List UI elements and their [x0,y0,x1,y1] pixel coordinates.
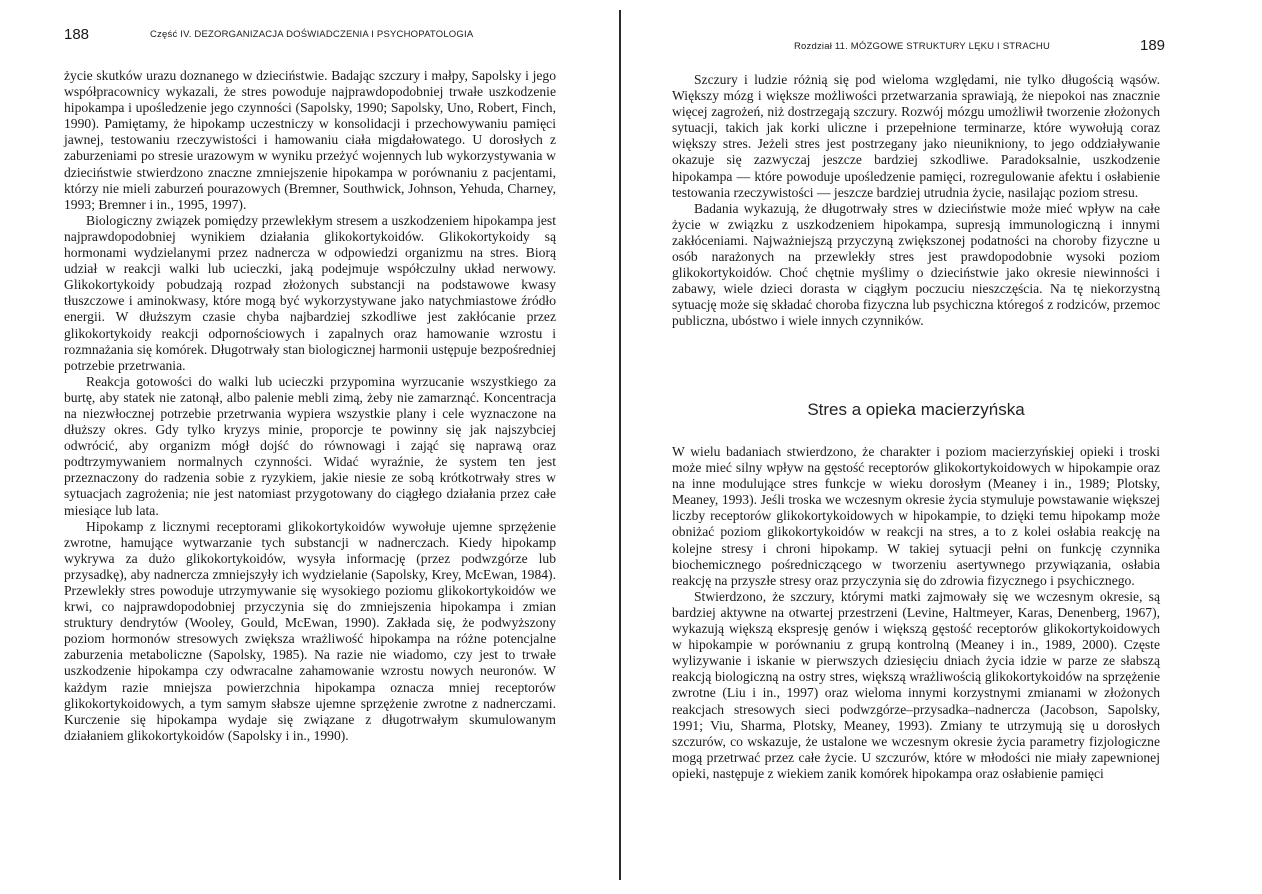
right-page-body-bottom [672,444,1160,782]
right-paragraph-1: Szczury i ludzie różnią się pod wieloma względami, nie tylko długością wąsów. Większy mózg i większe możliwości przetwarzania sprawiają, że niepokoi nas znacznie więcej zagrożeń, niż dostrzegają szczury. Rozwój mózgu umożliwił tworzenie złożonych sytuacji, takich jak korki uliczne i przepełnione terminarze, które wywołują coraz większy stres. Jeżeli stres jest postrzegany jako nieunikniony, to jego oddziaływanie okazuje się zazwyczaj jeszcze bardziej szkodliwe. Paradoksalnie, uszkodzenie hipokampa — które powoduje upośledzenie pamięci, rozregulowanie afektu i osłabienie testowania rzeczywistości — jeszcze bardziej utrudnia życie, nasilając poziom stresu. [672,72,1160,200]
right-paragraph-4: Stwierdzono, że szczury, którymi matki zajmowały się we wczesnym okresie, są bardziej aktywne na otwartej przestrzeni (Levine, Haltmeyer, Karas, Denenberg, 1967), wykazują większą ekspresję genów i większą gęstość receptorów glikokortykoidowych w hipokampie w porównaniu z grupą kontrolną (Meaney i in., 1989, 2000). Częste wylizywanie i iskanie w pierwszych dziesięciu dniach życia idzie w parze ze słabszą reakcją biologiczną na ostry stres, większą wrażliwością glikokortykoidów na sprzężenie zwrotne (Liu i in., 1997) oraz wieloma innymi korzystnymi zmianami w złożonych reakcjach stresowych sieci podwzgórze–przysadka–nadnercza (Jacobson, Sapolsky, 1991; Viu, Sharma, Plotsky, Meaney, 1993). Zmiany te utrzymują się u dorosłych szczurów, co wskazuje, że ustalone we wczesnym okresie życia parametry fizjologiczne mogą przetrwać przez całe życie. U szczurów, które w młodości nie miały zapewnionej opieki, następuje z wiekiem zanik komórek hipokampa oraz osłabienie pamięci [672,588,1160,781]
left-paragraph-1: życie skutków urazu doznanego w dzieciństwie. Badając szczury i małpy, Sapolsky i jego współpracownicy wykazali, że stres powoduje najprawdopodobniej trwałe uszkodzenie hipokampa i upośledzenie jego czynności (Sapolsky, 1990; Sapolsky, Uno, Robert, Finch, 1990). Pamiętamy, że hipokamp uczestniczy w konsolidacji i przechowywaniu pamięci jawnej, testowaniu rzeczywistości i hamowaniu ciała migdałowatego. U dorosłych z zaburzeniami po stresie urazowym w wyniku przeżyć wojennych lub wykorzystywania w dzieciństwie stwierdzono znaczne zmniejszenie hipokampa w porównaniu z pacjentami, którzy nie mieli zaburzeń pourazowych (Bremner, Southwick, Johnson, Yehuda, Charney, 1993; Bremner i in., 1995, 1997). [64,68,556,212]
right-page-number: 189 [1140,37,1166,54]
right-page-body-top [672,72,1160,330]
right-running-head: Rozdział 11. MÓZGOWE STRUKTURY LĘKU I STRACHU [794,41,1051,52]
left-paragraph-4: Hipokamp z licznymi receptorami glikokortykoidów wywołuje ujemne sprzężenie zwrotne, hamujące wytwarzanie tych substancji w nadnerczach. Kiedy hipokamp wykrywa za dużo glikokortykoidów, wysyła informację (przez podwzgórze lub przysadkę), aby nadnercza zmniejszyły ich wydzielanie (Sapolsky, Krey, McEwan, 1984). Przewlekły stres powoduje utrzymywanie się wysokiego poziomu glikokortykoidów we krwi, co najprawdopodobniej przyczynia się do zmniejszenia hipokampa i zmian struktury dendrytów (Wooley, Gould, McEwan, 1990). Zakłada się, że podwyższony poziom hormonów stresowych zwiększa wrażliwość hipokampa na różne potencjalne zaburzenia metaboliczne (Sapolsky, 1985). Na razie nie wiadomo, czy jest to trwałe uszkodzenie hipokampa czy odwracalne zahamowanie wzrostu nowych neuronów. W każdym razie mniejsza powierzchnia hipokampa oznacza mniej receptorów glikokortykoidowych, a tym samym słabsze ujemne sprzężenie zwrotne z nadnerczami. Kurczenie się hipokampa wydaje się związane z długotrwałym skumulowanym działaniem glikokortykoidów (Sapolsky i in., 1990). [64,518,556,743]
left-page-body [64,68,556,744]
book-gutter-divider [619,10,621,880]
left-paragraph-3: Reakcja gotowości do walki lub ucieczki przypomina wyrzucanie wszystkiego za burtę, aby statek nie zatonął, albo palenie mebli zimą, żeby nie zamarznąć. Koncentracja na niezwłocznej potrzebie przetrwania wypiera wszystkie plany i cele wyznaczone na dłuższy okres. Gdy tylko kryzys minie, proporcje te powinny się jak najszybciej odwrócić, aby organizm mógł dojść do równowagi i zająć się naprawą oraz podtrzymywaniem normalnych czynności. Widać wyraźnie, że system ten jest przeznaczony do radzenia sobie z ryzykiem, jakie niesie ze sobą krótkotrwały stres w sytuacjach zagrożenia; nie jest natomiast przygotowany do ciągłego działania przez całe miesiące lub lata. [64,373,556,518]
left-page-number: 188 [64,26,90,43]
left-running-head: Część IV. DEZORGANIZACJA DOŚWIADCZENIA I PSYCHOPATOLOGIA [150,29,474,40]
section-heading: Stres a opieka macierzyńska [807,400,1025,419]
right-paragraph-3: W wielu badaniach stwierdzono, że charakter i poziom macierzyńskiej opieki i troski może mieć silny wpływ na gęstość receptorów glikokortykoidowych w hipokampie oraz na inne modulujące stres funkcje w wieku dorosłym (Meaney i in., 1989; Plotsky, Meaney, 1993). Jeśli troska we wczesnym okresie życia stymuluje powstawanie większej liczby receptorów glikokortykoidowych w hipokampie, to dzięki temu hipokamp może obniżać poziom glikokortykoidów w reakcji na stres, a to z kolei osłabia reakcję na kolejne stresy i chroni hipokamp. W takiej sytuacji pełni on funkcję czynnika biochemicznego pośredniczącego w tworzeniu asertywnego przywiązania, osłabia reakcję na przyszłe stresy oraz przyczynia się do zdrowia fizycznego i psychicznego. [672,444,1160,588]
left-paragraph-2: Biologiczny związek pomiędzy przewlekłym stresem a uszkodzeniem hipokampa jest najprawdopodobniej wynikiem działania glikokortykoidów. Glikokortykoidy są hormonami wydzielanymi przez nadnercza w odpowiedzi organizmu na stres. Biorą udział w reakcji walki lub ucieczki, jaką podejmuje współczulny układ nerwowy. Glikokortykoidy pobudzają rozpad złożonych substancji na podstawowe kwasy tłuszczowe i aminokwasy, które mogą być wykorzystywane jako natychmiastowe źródło energii. W dłuższym czasie chyba najbardziej szkodliwe jest zakłócanie przez glikokortykoidy reakcji odpornościowych i zapalnych oraz hamowanie wzrostu i rozmnażania się komórek. Długotrwały stan biologicznej harmonii ustępuje bezpośredniej potrzebie przetrwania. [64,212,556,373]
right-paragraph-2: Badania wykazują, że długotrwały stres w dzieciństwie może mieć wpływ na całe życie w związku z uszkodzeniem hipokampa, supresją immunologiczną i innymi zakłóceniami. Najważniejszą przyczyną zwiększonej podatności na choroby fizyczne u osób narażonych na przewlekły stres jest prawdopodobnie wysoki poziom glikokortykoidów. Choć chętnie myślimy o dzieciństwie jako okresie niewinności i zabawy, wiele dzieci dorasta w ciągłym poczuciu nieszczęścia. Na tę niekorzystną sytuację może się składać choroba fizyczna lub psychiczna któregoś z rodziców, przemoc publiczna, ubóstwo i wiele innych czynników. [672,200,1160,329]
